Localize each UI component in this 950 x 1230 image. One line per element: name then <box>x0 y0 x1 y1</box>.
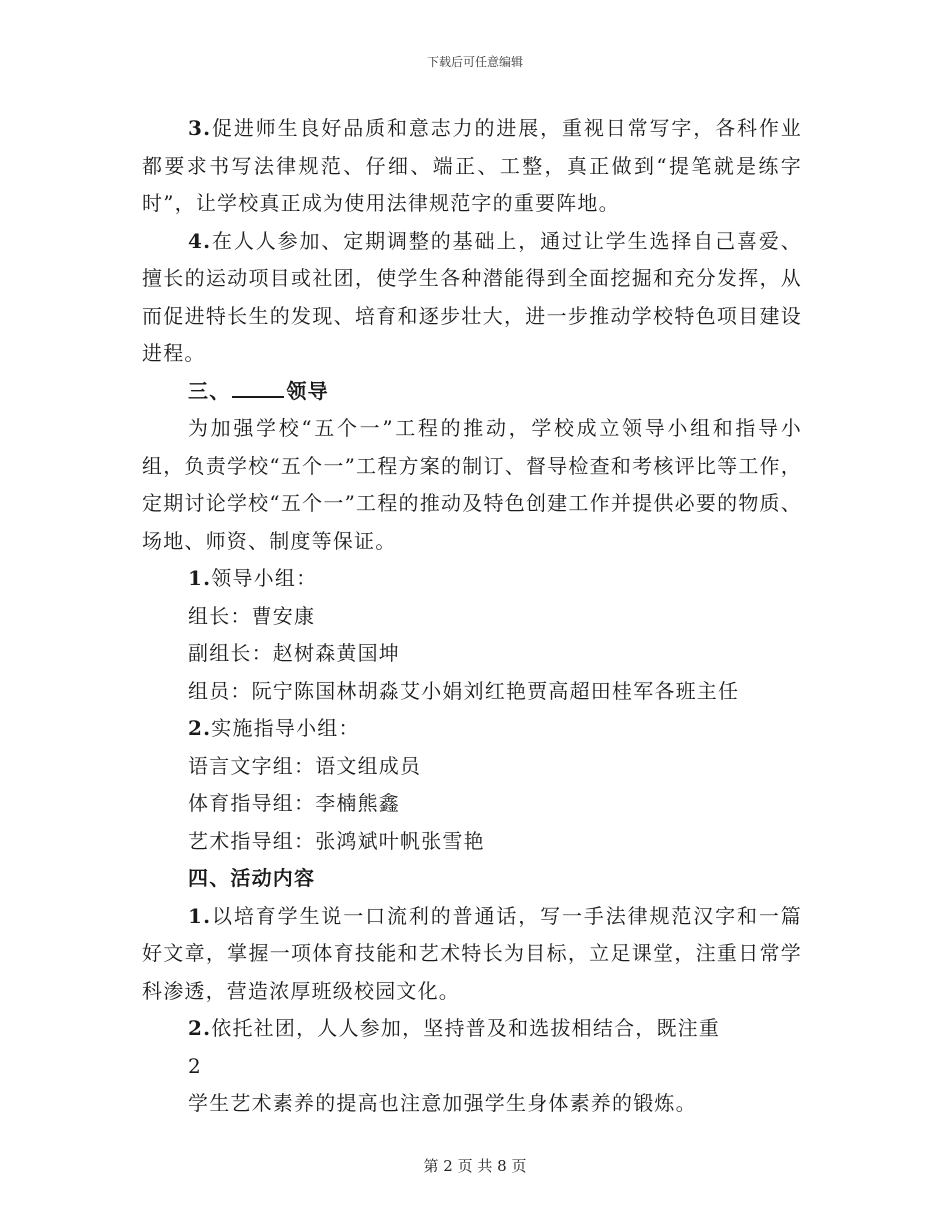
paragraph-text: 依托社团，人人参加，坚持普及和选拔相结合，既注重 <box>211 1016 721 1040</box>
paragraph-text: 促进师生良好品质和意志力的进展，重视日常写字，各科作业都要求书写法律规范、仔细、端正、工整，真正做到“提笔就是练字时”，让学校真正成为使用法律规范字的重要阵地。 <box>142 116 802 215</box>
item-number: 3. <box>188 116 212 140</box>
language-group: 语言文字组：语文组成员 <box>188 753 422 778</box>
fill-in-blank <box>232 378 284 398</box>
art-group: 艺术指导组：张鸿斌叶帆张雪艳 <box>188 828 485 853</box>
paragraph-activity-1 <box>142 898 802 1011</box>
heading-suffix: 领导 <box>286 378 329 403</box>
paragraph-activity-2 <box>142 1010 802 1048</box>
group-1-title <box>142 560 802 598</box>
group-leader: 组长：曹安康 <box>188 603 316 628</box>
page-footer: 第 2 页 共 8 页 <box>423 1157 527 1175</box>
paragraph-item-3 <box>142 110 802 223</box>
paragraph-continuation: 学生艺术素养的提高也注意加强学生身体素养的锻炼。 <box>188 1091 697 1115</box>
paragraph-item-4 <box>142 223 802 373</box>
paragraph-text: 以培育学生说一口流利的普通话，写一手法律规范汉字和一篇好文章，掌握一项体育技能和艺术特长为目标，立足课堂，注重日常学科渗透，营造浓厚班级校园文化。 <box>142 903 802 1003</box>
group-title-text: 实施指导小组： <box>211 716 360 740</box>
page-header: 下载后可任意编辑 <box>426 55 523 69</box>
item-number: 2. <box>188 716 212 740</box>
item-number: 2. <box>188 1016 212 1040</box>
section-heading-leadership <box>142 373 802 411</box>
item-number: 4. <box>188 228 212 253</box>
group-deputy-leader: 副组长：赵树森黄国坤 <box>188 641 400 665</box>
group-members: 组员：阮宁陈国林胡淼艾小娟刘红艳贾高超田桂军各班主任 <box>188 678 740 703</box>
inline-page-number: 2 <box>188 1053 201 1078</box>
paragraph-text: 在人人参加、定期调整的基础上，通过让学生选择自己喜爱、擅长的运动项目或社团，使学生各种潜能得到全面挖掘和充分发挥，从而促进特长生的发现、培育和逐步壮大，进一步推动学校特色项目建设进程。 <box>142 228 802 365</box>
item-number: 1. <box>188 903 212 928</box>
group-2-title <box>142 710 802 748</box>
sports-group: 体育指导组：李楠熊鑫 <box>188 791 400 815</box>
document-body <box>142 110 802 1123</box>
paragraph-leadership: 为加强学校“五个一”工程的推动，学校成立领导小组和指导小组，负责学校“五个一”工程方案的制订、督导检查和考核评比等工作，定期讨论学校“五个一”工程的推动及特色创建工作并提供必要的物质、场地、师资、制度等保证。 <box>142 416 802 553</box>
item-number: 1. <box>188 566 212 590</box>
heading-prefix: 三、 <box>188 378 231 403</box>
section-heading-activities: 四、活动内容 <box>188 866 316 890</box>
group-title-text: 领导小组： <box>211 566 318 590</box>
